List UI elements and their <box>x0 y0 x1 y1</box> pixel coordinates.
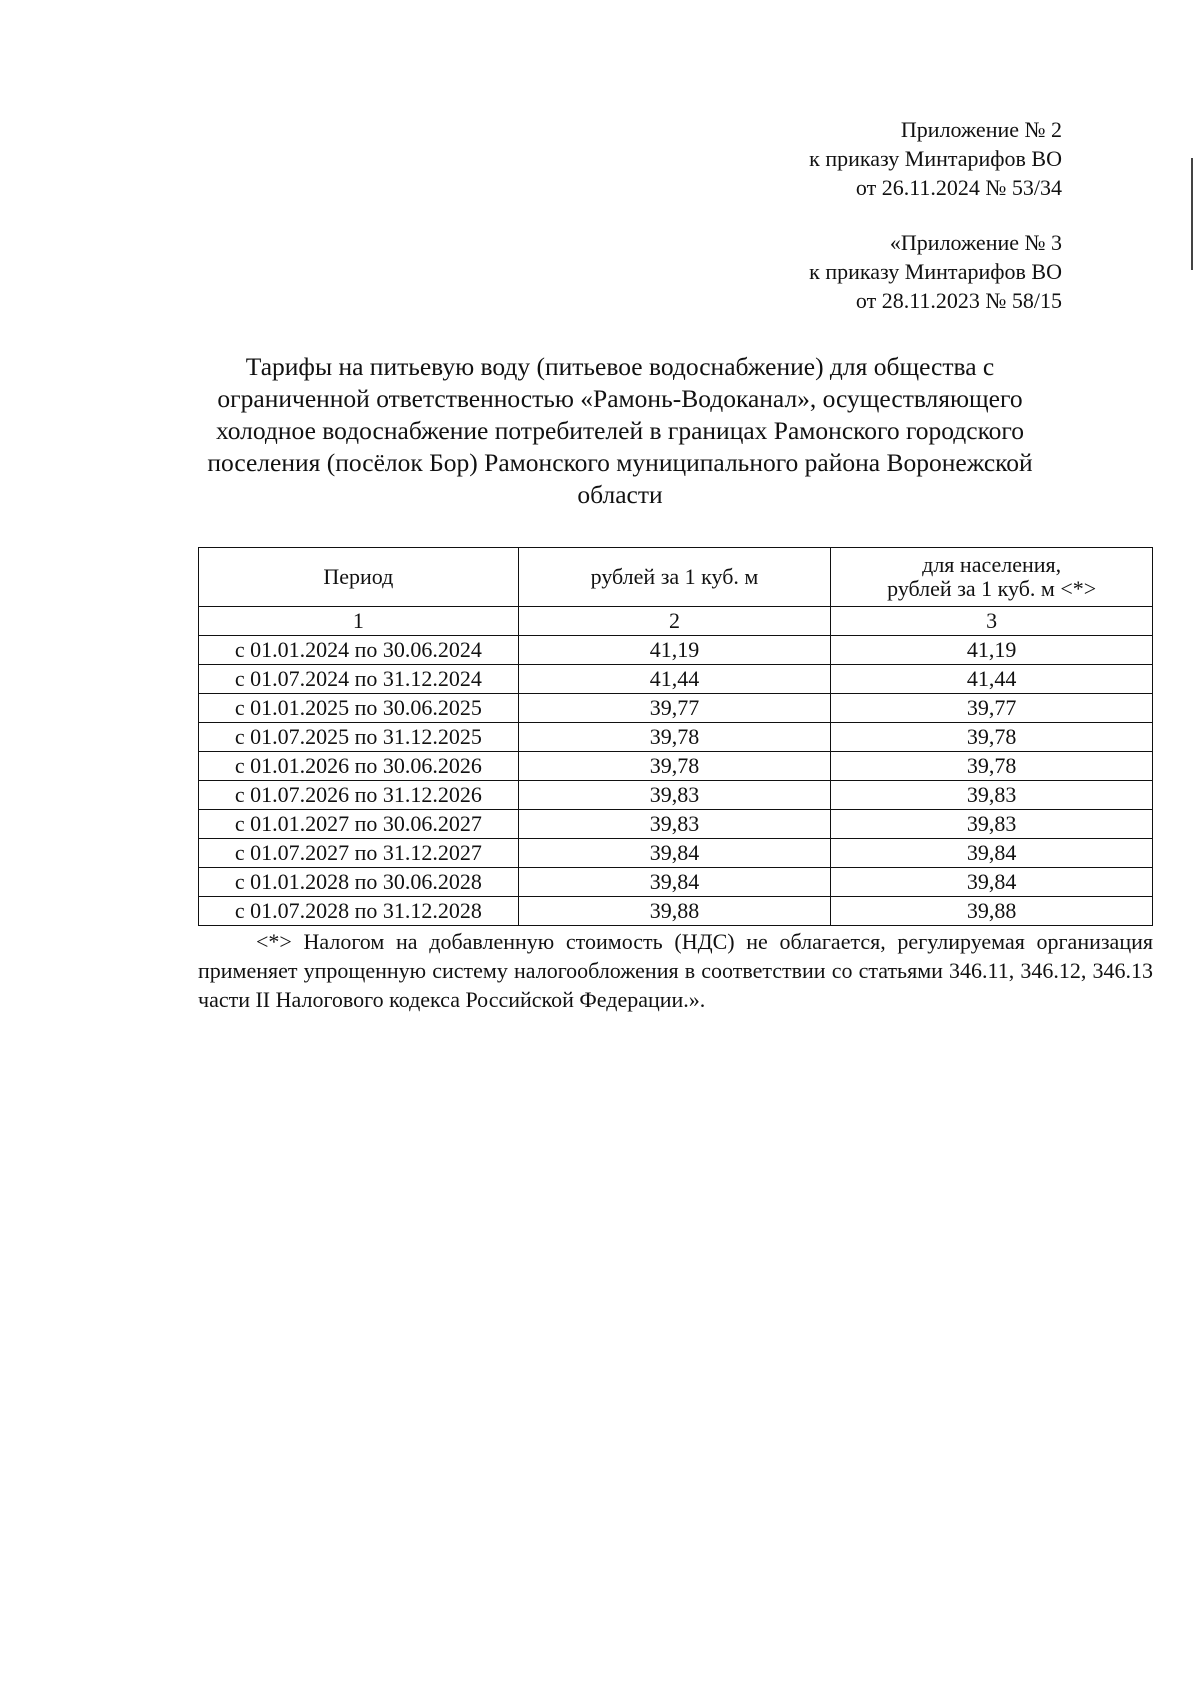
cell-tariff: 39,78 <box>518 723 831 752</box>
header-period: Период <box>199 548 519 607</box>
title-line: холодное водоснабжение потребителей в границах Рамонского городского <box>215 416 1024 445</box>
cell-period: с 01.07.2027 по 31.12.2027 <box>199 839 519 868</box>
cell-tariff: 39,88 <box>518 897 831 926</box>
cell-period: с 01.01.2028 по 30.06.2028 <box>199 868 519 897</box>
table-header-row <box>199 548 1153 607</box>
cell-period: с 01.07.2026 по 31.12.2026 <box>199 781 519 810</box>
document-title <box>190 351 1050 511</box>
title-line: области <box>577 480 663 509</box>
header-population-line1: для населения, <box>922 552 1062 577</box>
title-line: ограниченной ответственностью «Рамонь-Водоканал», осуществляющего <box>217 384 1023 413</box>
cell-population: 39,83 <box>831 810 1153 839</box>
cell-tariff: 39,83 <box>518 781 831 810</box>
table-row <box>199 665 1153 694</box>
annex-current-line3: от 26.11.2024 № 53/34 <box>855 175 1062 200</box>
table-row <box>199 868 1153 897</box>
annex-previous-line1: «Приложение № 3 <box>889 230 1062 255</box>
column-number-row <box>199 607 1153 636</box>
cell-period: с 01.01.2024 по 30.06.2024 <box>199 636 519 665</box>
cell-population: 39,84 <box>831 839 1153 868</box>
table-row <box>199 897 1153 926</box>
annex-current-line2: к приказу Минтарифов ВО <box>809 146 1062 171</box>
tariff-table <box>198 547 1153 926</box>
cell-tariff: 39,84 <box>518 839 831 868</box>
cell-tariff: 39,78 <box>518 752 831 781</box>
annex-reference-current <box>809 115 1062 202</box>
cell-population: 39,88 <box>831 897 1153 926</box>
page-edge-mark <box>1191 158 1193 270</box>
column-number: 2 <box>518 607 831 636</box>
annex-current-line1: Приложение № 2 <box>900 117 1062 142</box>
cell-population: 39,78 <box>831 723 1153 752</box>
cell-tariff: 41,44 <box>518 665 831 694</box>
cell-population: 41,44 <box>831 665 1153 694</box>
footnote: <*> Налогом на добавленную стоимость (НДС) не облагается, регулируемая организация применяет упрощенную систему налогообложения в соответствии со статьями 346.11, 346.12, 346.13 части II Налогового кодекса Российской Федерации.». <box>198 929 1153 1012</box>
table-row <box>199 636 1153 665</box>
table-row <box>199 723 1153 752</box>
cell-population: 41,19 <box>831 636 1153 665</box>
cell-period: с 01.01.2025 по 30.06.2025 <box>199 694 519 723</box>
column-number: 1 <box>199 607 519 636</box>
cell-population: 39,77 <box>831 694 1153 723</box>
column-number: 3 <box>831 607 1153 636</box>
table-row <box>199 752 1153 781</box>
annex-previous-line3: от 28.11.2023 № 58/15 <box>855 288 1062 313</box>
table-row <box>199 694 1153 723</box>
header-rub-per-m3: рублей за 1 куб. м <box>518 548 831 607</box>
annex-reference-previous <box>809 228 1062 315</box>
title-line: поселения (посёлок Бор) Рамонского муниципального района Воронежской <box>207 448 1033 477</box>
annex-previous-line2: к приказу Минтарифов ВО <box>809 259 1062 284</box>
cell-period: с 01.07.2025 по 31.12.2025 <box>199 723 519 752</box>
cell-period: с 01.07.2024 по 31.12.2024 <box>199 665 519 694</box>
cell-period: с 01.07.2028 по 31.12.2028 <box>199 897 519 926</box>
cell-period: с 01.01.2026 по 30.06.2026 <box>199 752 519 781</box>
title-line: Тарифы на питьевую воду (питьевое водоснабжение) для общества с <box>245 352 995 381</box>
table-row <box>199 839 1153 868</box>
table-row <box>199 810 1153 839</box>
cell-tariff: 41,19 <box>518 636 831 665</box>
cell-tariff: 39,77 <box>518 694 831 723</box>
header-population <box>831 548 1153 607</box>
cell-population: 39,83 <box>831 781 1153 810</box>
cell-period: с 01.01.2027 по 30.06.2027 <box>199 810 519 839</box>
cell-tariff: 39,83 <box>518 810 831 839</box>
header-population-line2: рублей за 1 куб. м <*> <box>887 576 1097 601</box>
cell-population: 39,78 <box>831 752 1153 781</box>
table-row <box>199 781 1153 810</box>
cell-tariff: 39,84 <box>518 868 831 897</box>
cell-population: 39,84 <box>831 868 1153 897</box>
